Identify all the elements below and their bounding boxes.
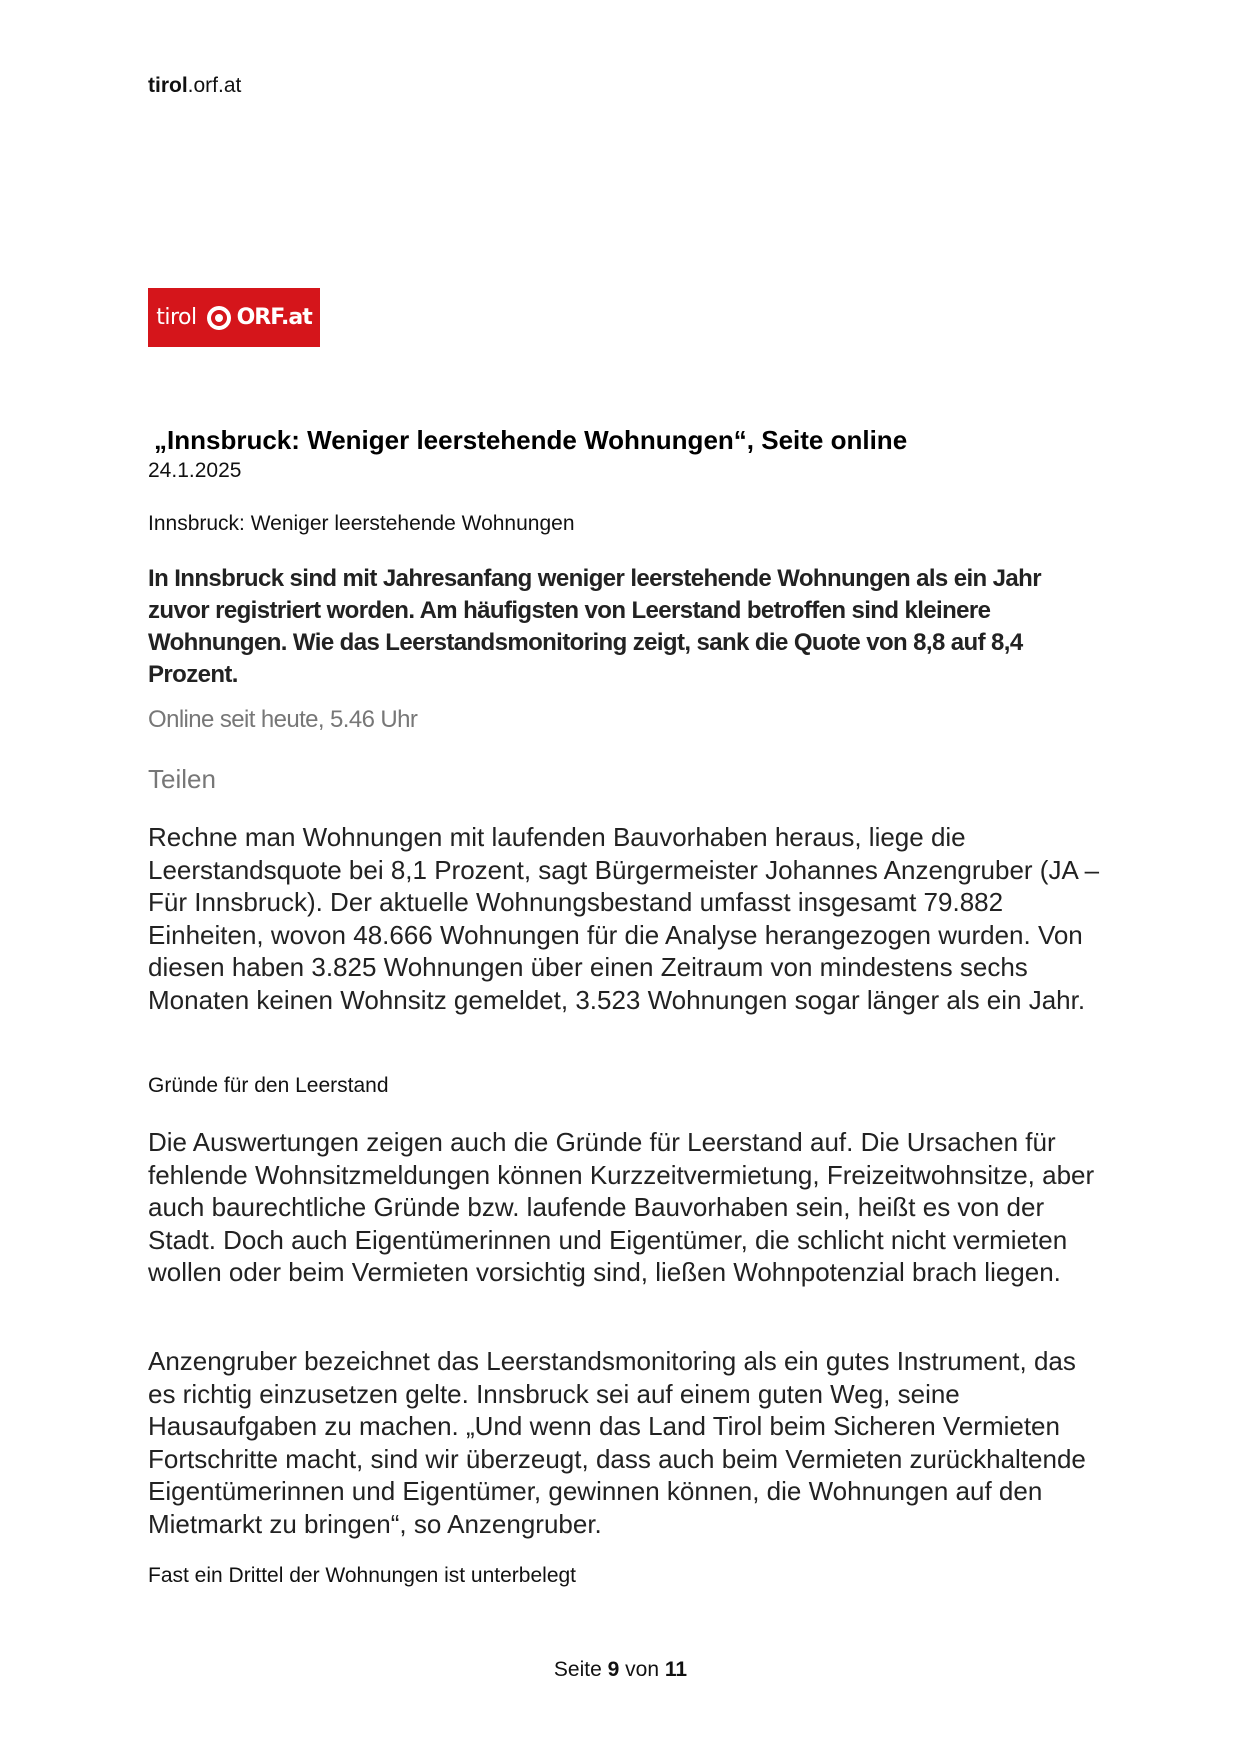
footer-middle: von: [625, 1658, 660, 1681]
orf-ring-icon: [207, 306, 231, 330]
article-paragraph-1: Rechne man Wohnungen mit laufenden Bauvorhaben heraus, liege die Leerstandsquote bei 8,1 Prozent, sagt Bürgermeister Johannes Anzengruber (JA – Für Innsbruck). Der aktuelle Wohnungsbestand umfasst insgesamt 79.882 Einheiten, wovon 48.666 Wohnungen für die Analyse herangezogen wurden. Von diesen haben 3.825 Wohnungen über einen Zeitraum von mindestens sechs Monaten keinen Wohnsitz gemeldet, 3.523 Wohnungen sogar länger als ein Jahr.: [148, 822, 1100, 1015]
article-paragraph-2: Die Auswertungen zeigen auch die Gründe für Leerstand auf. Die Ursachen für fehlende Wohnsitzmeldungen können Kurzzeitvermietung, Freizeitwohnsitze, aber auch baurechtliche Gründe bzw. laufende Bauvorhaben sein, heißt es von der Stadt. Doch auch Eigentümerinnen und Eigentümer, die schlicht nicht vermieten wollen oder beim Vermieten vorsichtig sind, ließen Wohnpotenzial brach liegen.: [148, 1127, 1095, 1287]
article-paragraph-3: Anzengruber bezeichnet das Leerstandsmonitoring als ein gutes Instrument, das es richtig einzusetzen gelte. Innsbruck sei auf einem guten Weg, seine Hausaufgaben zu machen. „Und wenn das Land Tirol beim Sicheren Vermieten Fortschritte macht, sind wir überzeugt, dass auch beim Vermieten zurückhaltende Eigentümerinnen und Eigentümer, gewinnen können, die Wohnungen auf den Mietmarkt zu bringen“, so Anzengruber.: [148, 1346, 1086, 1539]
article-subheading-2: Fast ein Drittel der Wohnungen ist unterbelegt: [148, 1564, 577, 1587]
document-title: „Innsbruck: Weniger leerstehende Wohnungen“, Seite online: [154, 425, 908, 455]
orf-tirol-logo: [148, 288, 320, 347]
online-since-timestamp: Online seit heute, 5.46 Uhr: [148, 706, 418, 733]
article-subheading-1: Gründe für den Leerstand: [148, 1074, 389, 1097]
site-name-bold: tirol: [148, 74, 188, 97]
article-heading: Innsbruck: Weniger leerstehende Wohnungen: [148, 512, 575, 535]
site-name-rest: .orf.at: [187, 74, 242, 97]
site-header: [148, 74, 241, 98]
article-lead: In Innsbruck sind mit Jahresanfang weniger leerstehende Wohnungen als ein Jahr zuvor registriert worden. Am häufigsten von Leerstand betroffen sind kleinere Wohnungen. Wie das Leerstandsmonitoring zeigt, sank die Quote von 8,8 auf 8,4 Prozent.: [148, 565, 1041, 688]
share-label: Teilen: [148, 764, 216, 794]
document-date: 24.1.2025: [148, 459, 242, 482]
footer-prefix: Seite: [553, 1658, 602, 1681]
page-footer: [0, 1658, 1241, 1682]
logo-region-text: tirol: [156, 305, 197, 330]
footer-total-pages: 11: [664, 1658, 688, 1681]
footer-current-page: 9: [607, 1658, 620, 1681]
logo-brand-text: ORF.at: [236, 305, 312, 330]
